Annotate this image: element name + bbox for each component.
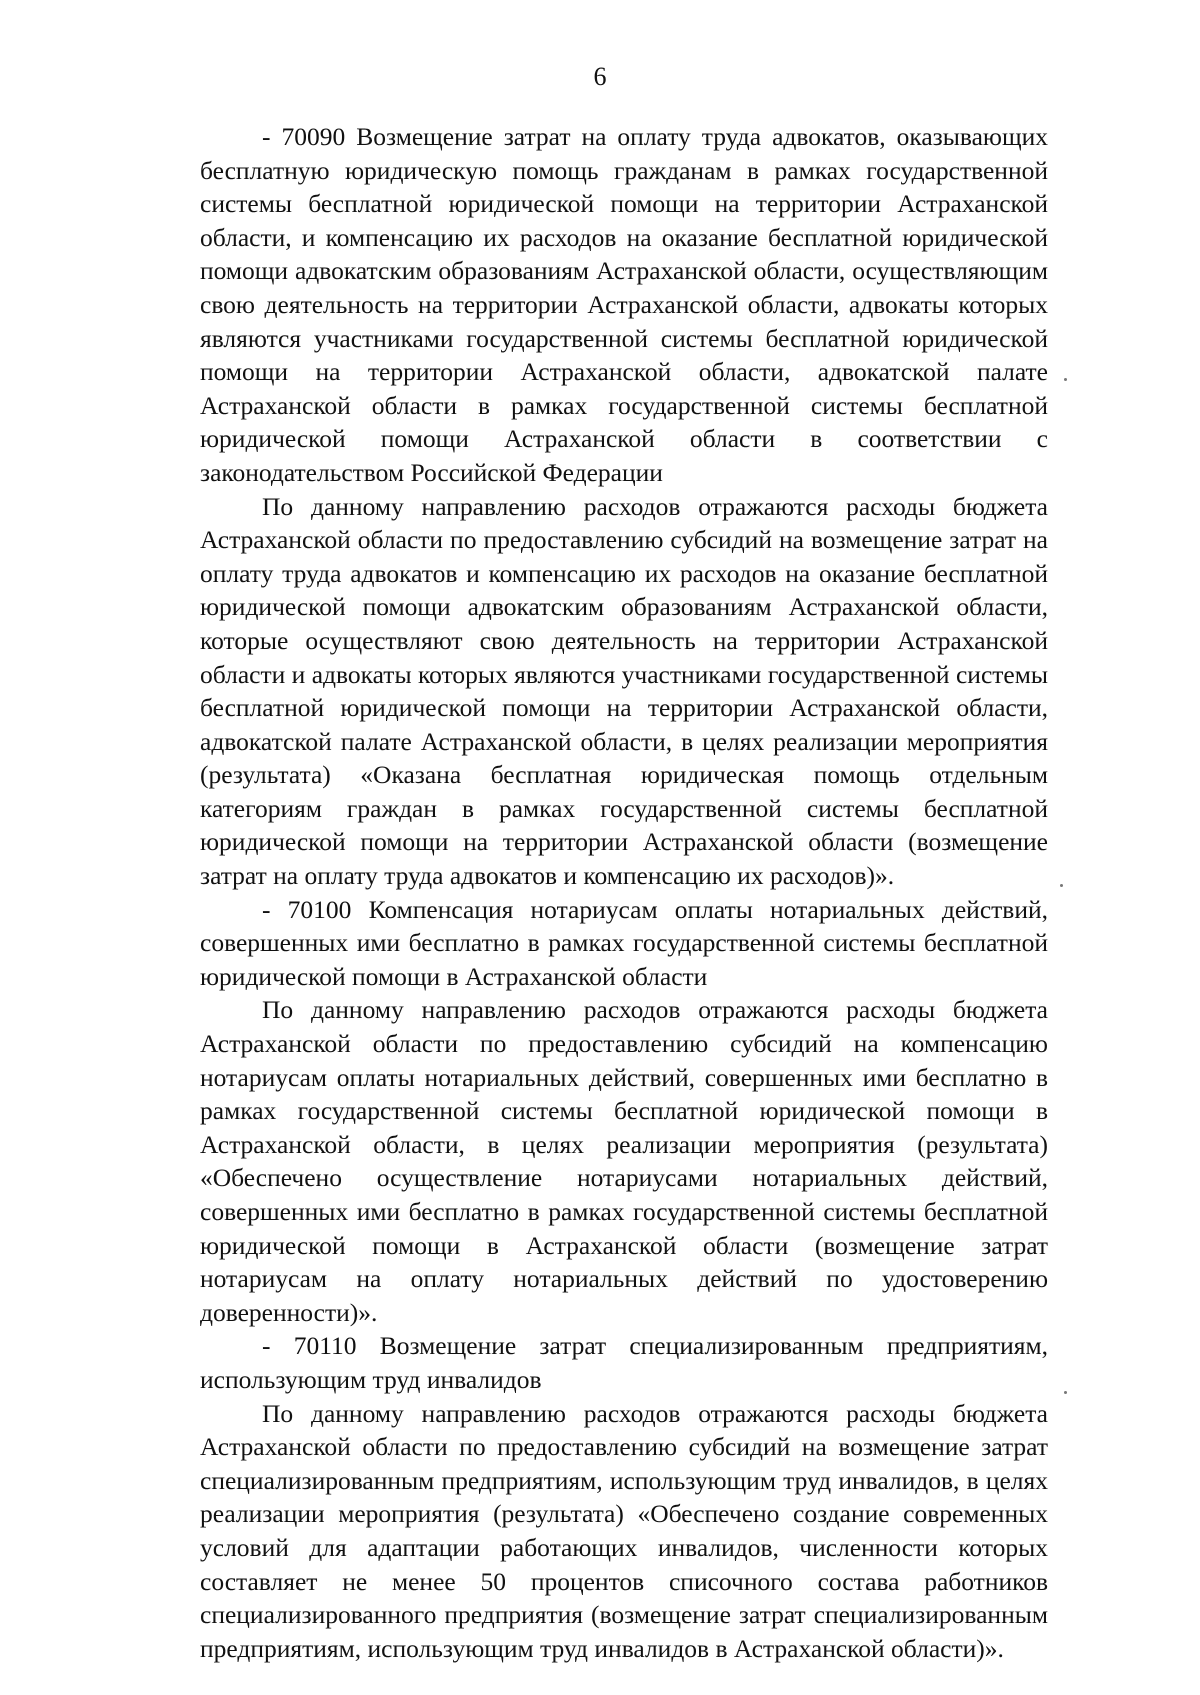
paragraph-70110-description: По данному направлению расходов отражаются расходы бюджета Астраханской области по предоставлению субсидий на возмещение затрат специализированным предприятиям, использующим труд инвалидов, в целях реализации мероприятия (результата) «Обеспечено создание современных условий для адаптации работающих инвалидов, численности которых составляет не менее 50 процентов списочного состава работников специализированного предприятия (возмещение затрат специализированным предприятиям, использующим труд инвалидов в Астраханской области)». (200, 1398, 1048, 1663)
scan-speck (1064, 1391, 1067, 1394)
scan-speck (1064, 378, 1067, 381)
paragraph-70090-description: По данному направлению расходов отражаются расходы бюджета Астраханской области по предоставлению субсидий на возмещение затрат на оплату труда адвокатов и компенсацию их расходов на оказание бесплатной юридической помощи адвокатским образованиям Астраханской области, которые осуществляют свою деятельность на территории Астраханской области и адвокаты которых являются участниками государственной системы бесплатной юридической помощи на территории Астраханской области, адвокатской палате Астраханской области, в целях реализации мероприятия (результата) «Оказана бесплатная юридическая помощь отдельным категориям граждан в рамках государственной системы бесплатной юридической помощи на территории Астраханской области (возмещение затрат на оплату труда адвокатов и компенсацию их расходов)». (200, 491, 1048, 891)
paragraph-70090-heading: - 70090 Возмещение затрат на оплату труда адвокатов, оказывающих бесплатную юридическую помощь гражданам в рамках государственной системы бесплатной юридической помощи на территории Астраханской области, и компенсацию их расходов на оказание бесплатной юридической помощи адвокатским образованиям Астраханской области, осуществляющим свою деятельность на территории Астраханской области, адвокаты которых являются участниками государственной системы бесплатной юридической помощи на территории Астраханской области, адвокатской палате Астраханской области в рамках государственной системы бесплатной юридической помощи Астраханской области в соответствии с законодательством Российской Федерации (200, 122, 1048, 487)
paragraph-70100-description: По данному направлению расходов отражаются расходы бюджета Астраханской области по предоставлению субсидий на компенсацию нотариусам оплаты нотариальных действий, совершенных ими бесплатно в рамках государственной системы бесплатной юридической помощи в Астраханской области, в целях реализации мероприятия (результата) «Обеспечено осуществление нотариусами нотариальных действий, совершенных ими бесплатно в рамках государственной системы бесплатной юридической помощи в Астраханской области (возмещение затрат нотариусам на оплату нотариальных действий по удостоверению доверенности)». (200, 995, 1048, 1327)
page-number: 6 (593, 62, 607, 91)
document-body (200, 120, 1048, 1665)
paragraph-70100-heading: - 70100 Компенсация нотариусам оплаты нотариальных действий, совершенных ими бесплатно в рамках государственной системы бесплатной юридической помощи в Астраханской области (200, 894, 1048, 991)
scan-speck (1060, 884, 1063, 887)
paragraph-70110-heading: - 70110 Возмещение затрат специализированным предприятиям, использующим труд инвалидов (200, 1331, 1048, 1394)
